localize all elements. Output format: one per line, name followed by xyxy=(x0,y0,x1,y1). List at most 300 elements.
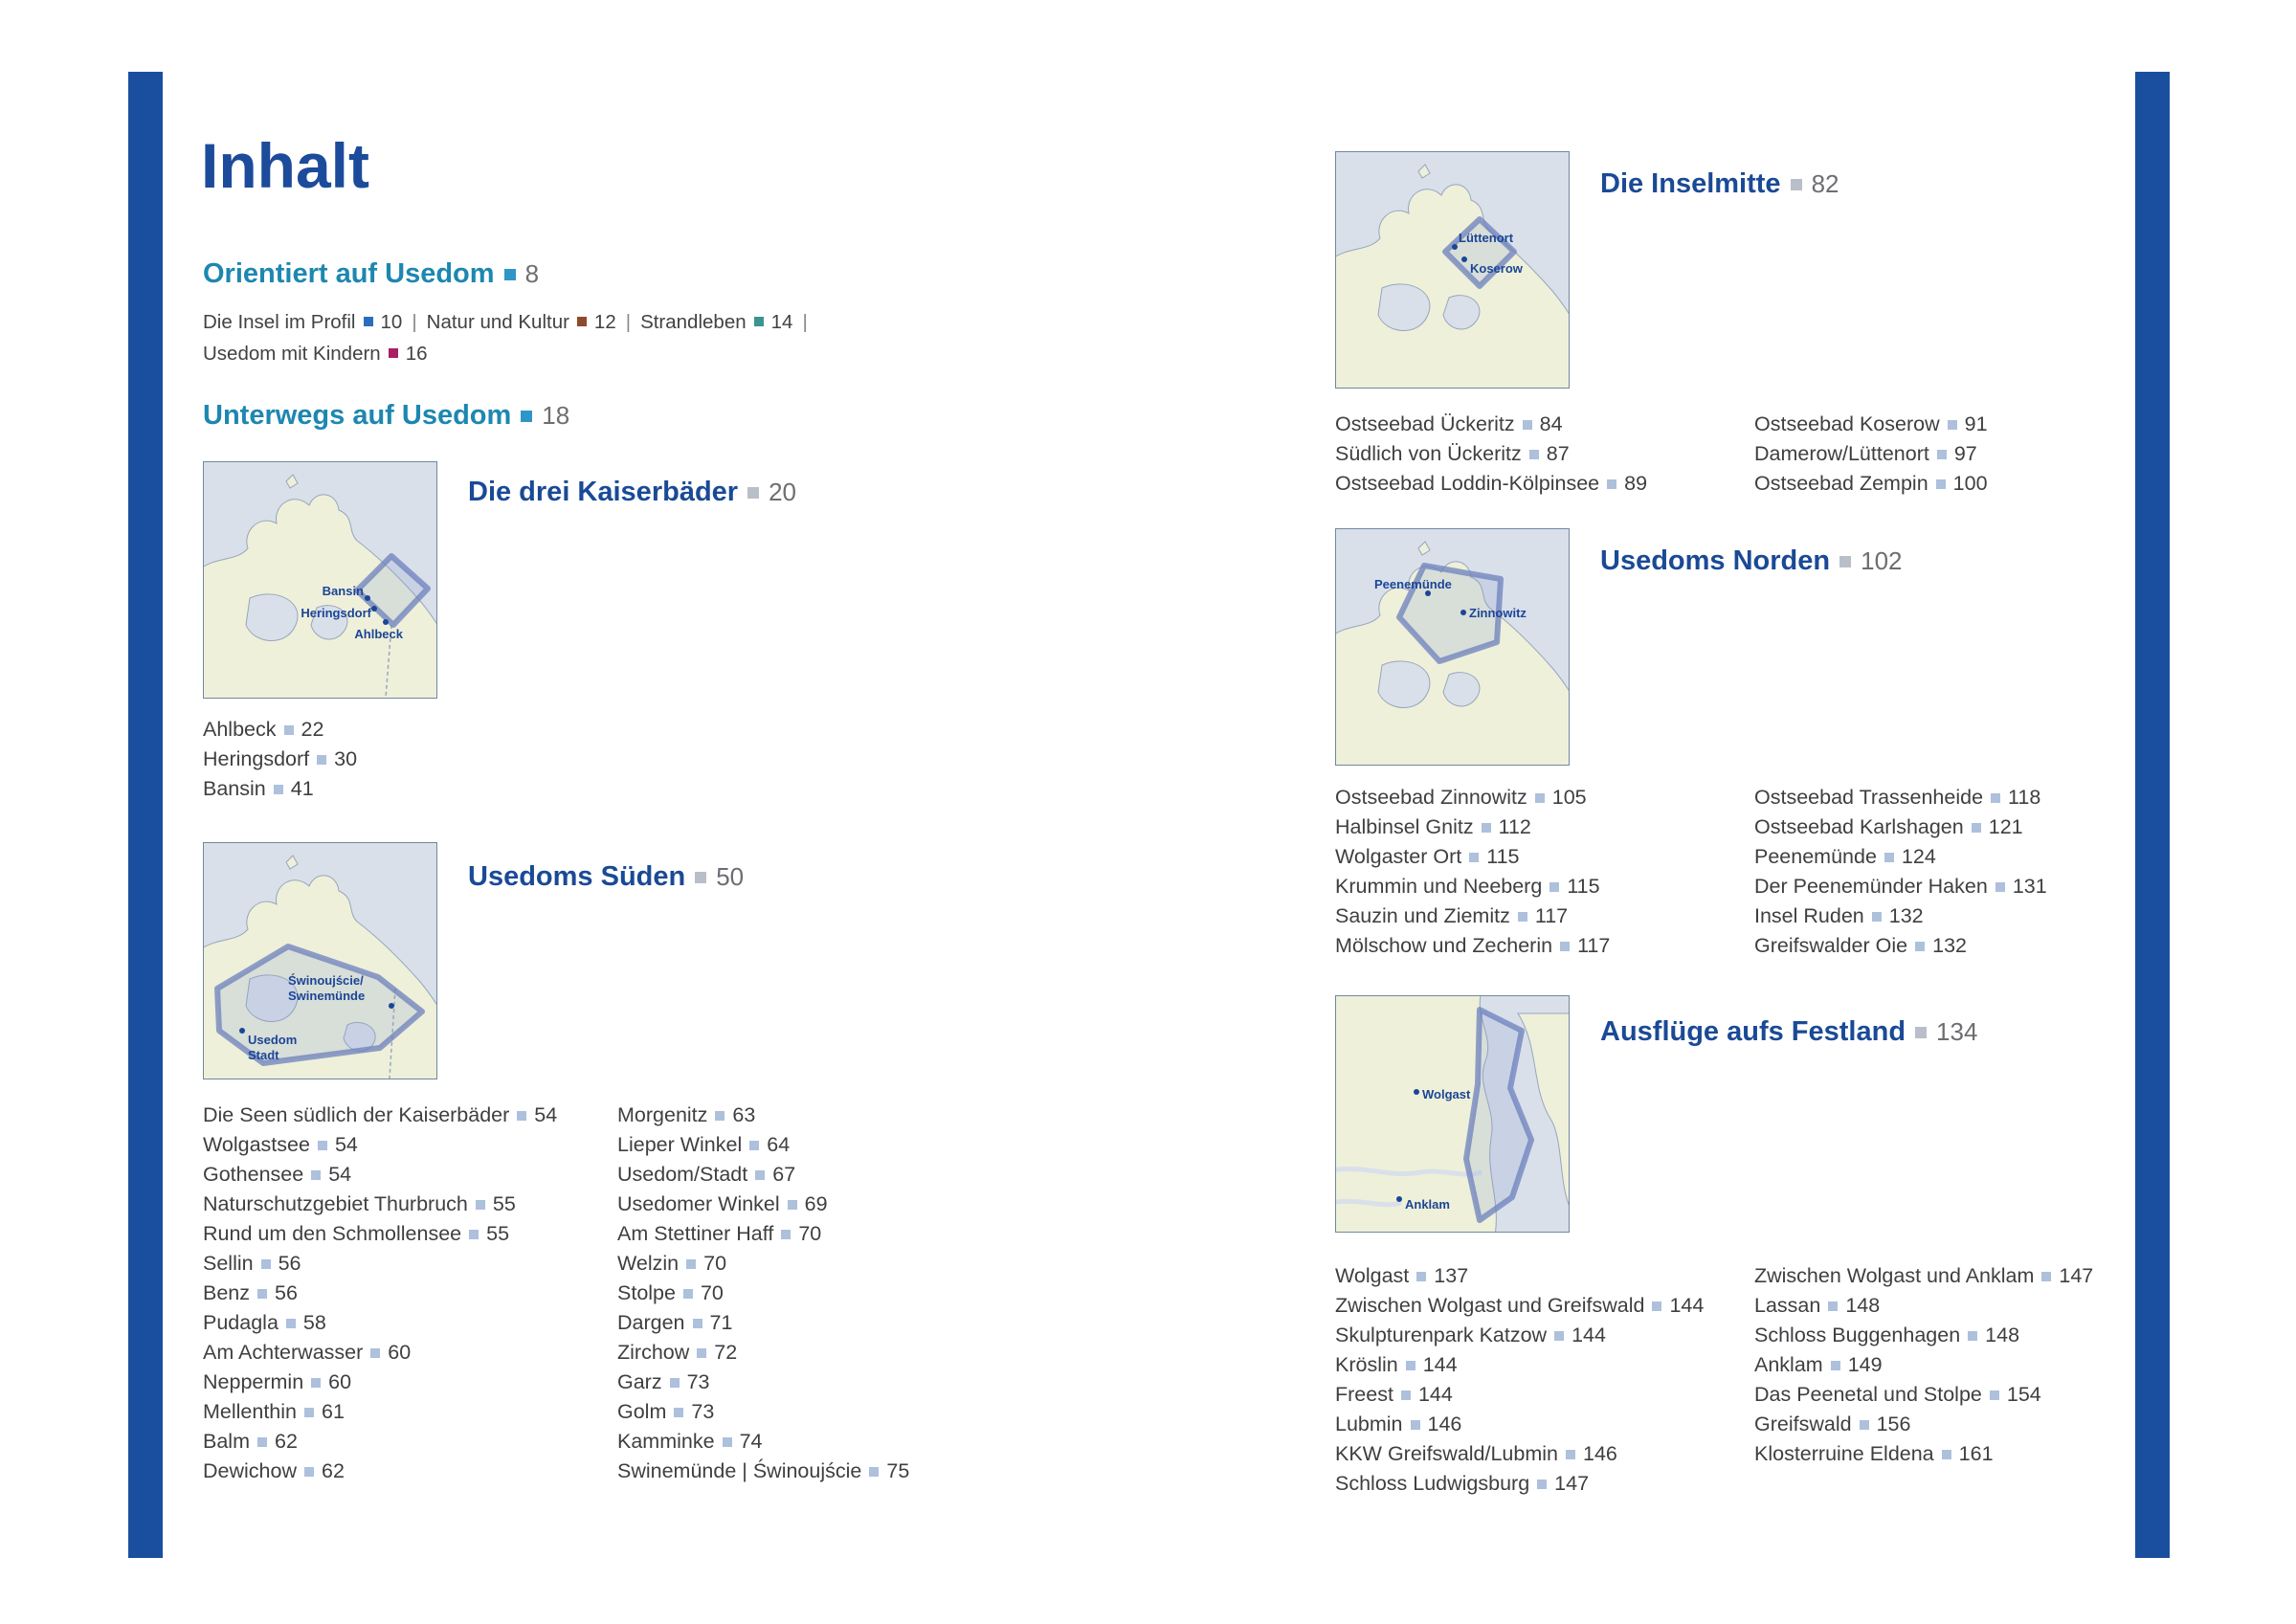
entry-page: 60 xyxy=(328,1370,352,1393)
chapter-heading-norden[interactable] xyxy=(1600,545,1903,577)
entry-page: 91 xyxy=(1964,412,1988,435)
bullet-square-icon xyxy=(521,411,532,422)
entry-label: Peenemünde xyxy=(1754,845,1877,868)
entry-label: Krummin und Neeberg xyxy=(1335,875,1543,898)
bullet-square-icon xyxy=(693,1319,702,1328)
toc-entry[interactable] xyxy=(203,715,357,745)
toc-entry[interactable] xyxy=(1335,1350,1704,1380)
chapter-entry-list xyxy=(1335,783,1610,961)
bullet-square-icon xyxy=(1831,1361,1840,1370)
map-label: Peenemünde xyxy=(1374,577,1452,591)
chapter-entry-list xyxy=(1754,1261,2093,1469)
entry-label: Der Peenemünder Haken xyxy=(1754,875,1988,898)
chapter-title: Ausflüge aufs Festland xyxy=(1600,1016,1906,1047)
toc-entry[interactable] xyxy=(1754,901,2047,931)
toc-entry[interactable] xyxy=(1754,1410,2093,1439)
toc-entry[interactable] xyxy=(1335,1291,1704,1321)
toc-entry[interactable] xyxy=(617,1160,909,1190)
toc-entry[interactable] xyxy=(1335,1410,1704,1439)
bullet-square-icon xyxy=(1990,1390,1999,1400)
toc-entry[interactable] xyxy=(617,1338,909,1368)
bullet-square-icon xyxy=(1411,1420,1420,1430)
entry-label: Ostseebad Zinnowitz xyxy=(1335,786,1527,809)
entry-label: Skulpturenpark Katzow xyxy=(1335,1324,1548,1346)
entry-label: Stolpe xyxy=(617,1281,676,1304)
entry-label: Insel Ruden xyxy=(1754,904,1864,927)
toc-entry[interactable] xyxy=(1335,872,1610,901)
entry-page: 10 xyxy=(380,311,403,333)
bullet-square-icon xyxy=(1948,420,1957,430)
bullet-square-icon xyxy=(389,348,398,358)
entry-page: 161 xyxy=(1958,1442,1994,1465)
toc-entry[interactable] xyxy=(1335,783,1610,812)
entry-page: 144 xyxy=(1669,1294,1705,1317)
bullet-square-icon xyxy=(257,1289,267,1299)
bullet-square-icon xyxy=(747,487,759,499)
entry-page: 16 xyxy=(405,343,428,365)
toc-entry[interactable] xyxy=(203,745,357,774)
bullet-square-icon xyxy=(1991,793,2000,803)
map-label: Wolgast xyxy=(1422,1087,1471,1101)
bullet-square-icon xyxy=(364,317,373,326)
entry-label: Freest xyxy=(1335,1383,1393,1406)
bullet-square-icon xyxy=(695,872,706,883)
toc-entry[interactable] xyxy=(1754,931,2047,961)
bullet-square-icon xyxy=(674,1408,683,1417)
entry-page: 117 xyxy=(1534,904,1569,927)
chapter-entry-list xyxy=(203,715,357,804)
entry-label: Dewichow xyxy=(203,1459,297,1482)
toc-entry[interactable] xyxy=(617,1219,909,1249)
map-thumbnail-inselmitte xyxy=(1335,151,1570,389)
entry-page: 131 xyxy=(2012,875,2047,898)
toc-entry[interactable] xyxy=(1754,842,2047,872)
entry-label: Garz xyxy=(617,1370,662,1393)
entry-page: 118 xyxy=(2008,786,2041,809)
toc-entry[interactable] xyxy=(1754,1321,2093,1350)
entry-label: Schloss Ludwigsburg xyxy=(1335,1472,1530,1495)
chapter-heading-festland[interactable] xyxy=(1600,1016,1977,1048)
bullet-square-icon xyxy=(1535,793,1545,803)
chapter-page: 102 xyxy=(1861,546,1903,575)
map-label: Bansin xyxy=(322,584,364,598)
map-thumbnail-festland xyxy=(1335,995,1570,1233)
map-label: Anklam xyxy=(1405,1197,1450,1212)
bullet-square-icon xyxy=(370,1348,380,1358)
entry-page: 132 xyxy=(1932,934,1967,957)
entry-page: 144 xyxy=(1417,1383,1453,1406)
entry-page: 70 xyxy=(700,1281,724,1304)
entry-page: 97 xyxy=(1953,442,1977,465)
orientiert-item[interactable] xyxy=(203,306,427,338)
entry-page: 146 xyxy=(1427,1413,1462,1435)
toc-entry[interactable] xyxy=(1335,1439,1704,1469)
chapter-heading-inselmitte[interactable] xyxy=(1600,168,1839,200)
entry-page: 56 xyxy=(278,1252,301,1275)
toc-entry[interactable] xyxy=(617,1308,909,1338)
entry-label: Greifswalder Oie xyxy=(1754,934,1908,957)
toc-entry[interactable] xyxy=(203,1397,557,1427)
map-label: Koserow xyxy=(1470,261,1523,276)
bullet-square-icon xyxy=(517,1111,526,1121)
entry-label: Klosterruine Eldena xyxy=(1754,1442,1934,1465)
entry-page: 62 xyxy=(274,1430,298,1453)
bullet-square-icon xyxy=(1839,556,1851,567)
entry-page: 55 xyxy=(486,1222,510,1245)
bullet-square-icon xyxy=(1554,1331,1564,1341)
entry-page: 58 xyxy=(302,1311,326,1334)
entry-page: 112 xyxy=(1498,815,1531,838)
entry-page: 84 xyxy=(1539,412,1563,435)
entry-page: 148 xyxy=(1845,1294,1881,1317)
bullet-square-icon xyxy=(1469,853,1479,862)
entry-page: 54 xyxy=(328,1163,352,1186)
toc-entry[interactable] xyxy=(1335,439,1647,469)
toc-entry[interactable] xyxy=(617,1101,909,1130)
orientiert-item[interactable] xyxy=(427,306,640,338)
map-label: Świnoujście/ xyxy=(288,973,364,988)
item-separator: | xyxy=(625,311,632,333)
toc-entry[interactable] xyxy=(617,1279,909,1308)
entry-page: 12 xyxy=(593,311,616,333)
entry-page: 61 xyxy=(322,1400,345,1423)
toc-entry[interactable] xyxy=(1335,931,1610,961)
toc-entry[interactable] xyxy=(1754,783,2047,812)
entry-page: 148 xyxy=(1985,1324,2020,1346)
toc-entry[interactable] xyxy=(203,1249,557,1279)
bullet-square-icon xyxy=(311,1170,321,1180)
entry-page: 147 xyxy=(2059,1264,2094,1287)
bullet-square-icon xyxy=(504,269,516,280)
toc-entry[interactable] xyxy=(1754,410,1988,439)
bullet-square-icon xyxy=(476,1200,485,1210)
entry-label: Zirchow xyxy=(617,1341,690,1364)
entry-page: 54 xyxy=(534,1103,558,1126)
entry-label: Usedomer Winkel xyxy=(617,1192,780,1215)
toc-entry[interactable] xyxy=(203,1308,557,1338)
chapter-heading-kaiserbaeder[interactable] xyxy=(468,477,796,508)
bullet-square-icon xyxy=(1401,1390,1411,1400)
bullet-square-icon xyxy=(311,1378,321,1388)
toc-entry[interactable] xyxy=(1754,812,2047,842)
page-title: Inhalt xyxy=(201,130,369,201)
toc-entry[interactable] xyxy=(203,1130,557,1160)
bullet-square-icon xyxy=(1607,479,1616,489)
map-label: Zinnowitz xyxy=(1469,606,1527,620)
entry-page: 64 xyxy=(767,1133,791,1156)
bullet-square-icon xyxy=(1652,1301,1661,1311)
entry-label: Damerow/Lüttenort xyxy=(1754,442,1929,465)
entry-label: Mölschow und Zecherin xyxy=(1335,934,1553,957)
entry-page: 55 xyxy=(492,1192,516,1215)
entry-page: 62 xyxy=(321,1459,345,1482)
map-thumbnail-norden xyxy=(1335,528,1570,766)
entry-page: 115 xyxy=(1486,845,1520,868)
toc-entry[interactable] xyxy=(1335,469,1647,499)
toc-entry[interactable] xyxy=(1754,1291,2093,1321)
bullet-square-icon xyxy=(318,1141,327,1150)
toc-entry[interactable] xyxy=(1754,1380,2093,1410)
bullet-square-icon xyxy=(781,1230,791,1239)
bullet-square-icon xyxy=(1416,1272,1426,1281)
bullet-square-icon xyxy=(1972,823,1981,833)
entry-page: 30 xyxy=(334,747,358,770)
toc-entry[interactable] xyxy=(203,1368,557,1397)
toc-entry[interactable] xyxy=(617,1368,909,1397)
entry-page: 73 xyxy=(691,1400,715,1423)
entry-label: Ostseebad Trassenheide xyxy=(1754,786,1984,809)
entry-label: Ostseebad Ückeritz xyxy=(1335,412,1515,435)
entry-label: Lubmin xyxy=(1335,1413,1403,1435)
toc-entry[interactable] xyxy=(1335,901,1610,931)
entry-page: 105 xyxy=(1551,786,1587,809)
entry-label: Zwischen Wolgast und Greifswald xyxy=(1335,1294,1645,1317)
right-margin-bar xyxy=(2135,72,2170,1558)
chapter-page: 50 xyxy=(716,862,745,891)
entry-page: 137 xyxy=(1434,1264,1469,1287)
entry-label: Am Achterwasser xyxy=(203,1341,364,1364)
entry-page: 71 xyxy=(709,1311,733,1334)
chapter-title: Usedoms Norden xyxy=(1600,545,1831,576)
entry-page: 54 xyxy=(334,1133,358,1156)
section-title: Unterwegs auf Usedom xyxy=(203,400,512,431)
toc-entry[interactable] xyxy=(203,1427,557,1457)
bullet-square-icon xyxy=(670,1378,680,1388)
entry-page: 100 xyxy=(1952,472,1988,495)
toc-entry[interactable] xyxy=(1335,1380,1704,1410)
toc-entry[interactable] xyxy=(1335,842,1610,872)
entry-page: 60 xyxy=(388,1341,412,1364)
bullet-square-icon xyxy=(1968,1331,1977,1341)
entry-page: 115 xyxy=(1567,875,1600,898)
item-separator: | xyxy=(412,311,417,333)
orientiert-item-list xyxy=(203,306,863,369)
entry-label: Sauzin und Ziemitz xyxy=(1335,904,1510,927)
bullet-square-icon xyxy=(1872,912,1882,922)
entry-label: Schloss Buggenhagen xyxy=(1754,1324,1961,1346)
chapter-entry-list xyxy=(1754,783,2047,961)
bullet-square-icon xyxy=(1518,912,1527,922)
bullet-square-icon xyxy=(1942,1450,1951,1459)
map-label: Lüttenort xyxy=(1459,231,1514,245)
chapter-heading-sueden[interactable] xyxy=(468,861,744,893)
entry-label: Südlich von Ückeritz xyxy=(1335,442,1522,465)
toc-entry[interactable] xyxy=(203,774,357,804)
entry-label: Bansin xyxy=(203,777,266,800)
entry-page: 144 xyxy=(1572,1324,1606,1346)
chapter-entry-list xyxy=(1335,1261,1704,1499)
bullet-square-icon xyxy=(1936,479,1946,489)
entry-label: Usedom/Stadt xyxy=(617,1163,748,1186)
entry-page: 87 xyxy=(1546,442,1570,465)
map-label: Swinemünde xyxy=(288,989,366,1003)
entry-page: 70 xyxy=(798,1222,822,1245)
entry-label: Kröslin xyxy=(1335,1353,1398,1376)
toc-entry[interactable] xyxy=(1754,1261,2093,1291)
toc-entry[interactable] xyxy=(1754,439,1988,469)
entry-label: Dargen xyxy=(617,1311,685,1334)
entry-label: Ostseebad Zempin xyxy=(1754,472,1928,495)
toc-entry[interactable] xyxy=(617,1190,909,1219)
bullet-square-icon xyxy=(1915,1027,1927,1038)
entry-label: Golm xyxy=(617,1400,667,1423)
entry-label: Lassan xyxy=(1754,1294,1821,1317)
toc-entry[interactable] xyxy=(617,1397,909,1427)
chapter-title: Die Inselmitte xyxy=(1600,168,1781,199)
entry-label: Naturschutzgebiet Thurbruch xyxy=(203,1192,468,1215)
chapter-page: 20 xyxy=(769,478,796,506)
entry-label: Anklam xyxy=(1754,1353,1823,1376)
bullet-square-icon xyxy=(697,1348,706,1358)
toc-entry[interactable] xyxy=(203,1338,557,1368)
toc-entry[interactable] xyxy=(1335,1321,1704,1350)
entry-label: Wolgaster Ort xyxy=(1335,845,1462,868)
bullet-square-icon xyxy=(1937,450,1947,459)
entry-label: Benz xyxy=(203,1281,251,1304)
bullet-square-icon xyxy=(749,1141,759,1150)
chapter-page: 82 xyxy=(1811,169,1839,198)
entry-page: 72 xyxy=(714,1341,738,1364)
entry-page: 74 xyxy=(739,1430,763,1453)
toc-entry[interactable] xyxy=(1335,812,1610,842)
bullet-square-icon xyxy=(261,1259,271,1269)
section-title: Orientiert auf Usedom xyxy=(203,258,495,289)
entry-label: Morgenitz xyxy=(617,1103,708,1126)
entry-page: 75 xyxy=(886,1459,910,1482)
chapter-entry-list xyxy=(617,1101,909,1486)
bullet-square-icon xyxy=(1995,882,2005,892)
entry-label: Lieper Winkel xyxy=(617,1133,743,1156)
entry-label: Zwischen Wolgast und Anklam xyxy=(1754,1264,2035,1287)
section-unterwegs[interactable] xyxy=(203,400,569,432)
toc-entry[interactable] xyxy=(1335,410,1647,439)
bullet-square-icon xyxy=(1560,942,1570,951)
entry-page: 56 xyxy=(275,1281,298,1304)
entry-page: 146 xyxy=(1583,1442,1617,1465)
entry-label: Kamminke xyxy=(617,1430,715,1453)
toc-entry[interactable] xyxy=(1754,1350,2093,1380)
entry-label: Halbinsel Gnitz xyxy=(1335,815,1474,838)
entry-label: Die Insel im Profil xyxy=(203,311,356,333)
entry-page: 63 xyxy=(732,1103,756,1126)
toc-entry[interactable] xyxy=(203,1457,557,1486)
bullet-square-icon xyxy=(2041,1272,2051,1281)
bullet-square-icon xyxy=(715,1111,724,1121)
bullet-square-icon xyxy=(788,1200,797,1210)
entry-label: Ostseebad Loddin-Kölpinsee xyxy=(1335,472,1600,495)
toc-entry[interactable] xyxy=(203,1190,557,1219)
toc-entry[interactable] xyxy=(203,1219,557,1249)
entry-page: 149 xyxy=(1847,1353,1883,1376)
section-page: 18 xyxy=(542,401,570,430)
entry-label: Balm xyxy=(203,1430,250,1453)
bullet-square-icon xyxy=(1482,823,1491,833)
bullet-square-icon xyxy=(1828,1301,1838,1311)
orientiert-item[interactable] xyxy=(640,306,817,338)
entry-label: Mellenthin xyxy=(203,1400,297,1423)
bullet-square-icon xyxy=(1566,1450,1575,1459)
map-thumbnail-sueden xyxy=(203,842,437,1079)
entry-page: 124 xyxy=(1901,845,1936,868)
entry-page: 156 xyxy=(1876,1413,1911,1435)
toc-entry[interactable] xyxy=(1754,1439,2093,1469)
entry-label: Swinemünde | Świnoujście xyxy=(617,1459,862,1482)
toc-entry[interactable] xyxy=(1335,1261,1704,1291)
bullet-square-icon xyxy=(683,1289,693,1299)
bullet-square-icon xyxy=(1549,882,1559,892)
chapter-entry-list xyxy=(1754,410,1988,499)
left-margin-bar xyxy=(128,72,163,1558)
entry-label: Sellin xyxy=(203,1252,254,1275)
bullet-square-icon xyxy=(304,1467,314,1477)
chapter-entry-list xyxy=(1335,410,1647,499)
entry-label: Rund um den Schmollensee xyxy=(203,1222,462,1245)
toc-entry[interactable] xyxy=(203,1101,557,1130)
toc-entry[interactable] xyxy=(203,1279,557,1308)
map-label: Ahlbeck xyxy=(354,627,403,641)
bullet-square-icon xyxy=(1537,1479,1547,1489)
entry-label: Usedom mit Kindern xyxy=(203,343,381,365)
toc-entry[interactable] xyxy=(1335,1469,1704,1499)
section-page: 8 xyxy=(524,259,540,288)
entry-page: 117 xyxy=(1577,934,1611,957)
toc-entry[interactable] xyxy=(617,1130,909,1160)
entry-label: Ahlbeck xyxy=(203,718,277,741)
entry-page: 73 xyxy=(686,1370,710,1393)
entry-label: Gothensee xyxy=(203,1163,304,1186)
toc-entry[interactable] xyxy=(617,1427,909,1457)
entry-page: 67 xyxy=(772,1163,796,1186)
entry-label: Wolgastsee xyxy=(203,1133,310,1156)
bullet-square-icon xyxy=(304,1408,314,1417)
entry-label: Pudagla xyxy=(203,1311,279,1334)
entry-label: Neppermin xyxy=(203,1370,304,1393)
entry-label: Am Stettiner Haff xyxy=(617,1222,774,1245)
map-label: Stadt xyxy=(248,1048,279,1062)
entry-page: 154 xyxy=(2006,1383,2041,1406)
bullet-square-icon xyxy=(755,1170,765,1180)
item-separator: | xyxy=(802,311,808,333)
toc-entry[interactable] xyxy=(1754,872,2047,901)
toc-entry[interactable] xyxy=(1754,469,1988,499)
bullet-square-icon xyxy=(1915,942,1925,951)
entry-page: 14 xyxy=(770,311,793,333)
bullet-square-icon xyxy=(284,725,294,735)
bullet-square-icon xyxy=(257,1437,267,1447)
entry-label: Das Peenetal und Stolpe xyxy=(1754,1383,1982,1406)
map-label: Heringsdorf xyxy=(301,606,371,620)
entry-label: Greifswald xyxy=(1754,1413,1852,1435)
toc-entry[interactable] xyxy=(203,1160,557,1190)
bullet-square-icon xyxy=(274,785,283,794)
section-orientiert[interactable] xyxy=(203,258,539,290)
entry-page: 89 xyxy=(1624,472,1648,495)
entry-label: Heringsdorf xyxy=(203,747,310,770)
entry-label: Ostseebad Koserow xyxy=(1754,412,1940,435)
toc-entry[interactable] xyxy=(617,1249,909,1279)
entry-page: 144 xyxy=(1422,1353,1458,1376)
orientiert-item[interactable] xyxy=(203,338,447,369)
bullet-square-icon xyxy=(723,1437,732,1447)
chapter-title: Usedoms Süden xyxy=(468,861,686,892)
bullet-square-icon xyxy=(317,755,326,765)
entry-label: KKW Greifswald/Lubmin xyxy=(1335,1442,1558,1465)
bullet-square-icon xyxy=(286,1319,296,1328)
entry-label: Die Seen südlich der Kaiserbäder xyxy=(203,1103,510,1126)
bullet-square-icon xyxy=(469,1230,479,1239)
toc-entry[interactable] xyxy=(617,1457,909,1486)
entry-page: 121 xyxy=(1988,815,2023,838)
